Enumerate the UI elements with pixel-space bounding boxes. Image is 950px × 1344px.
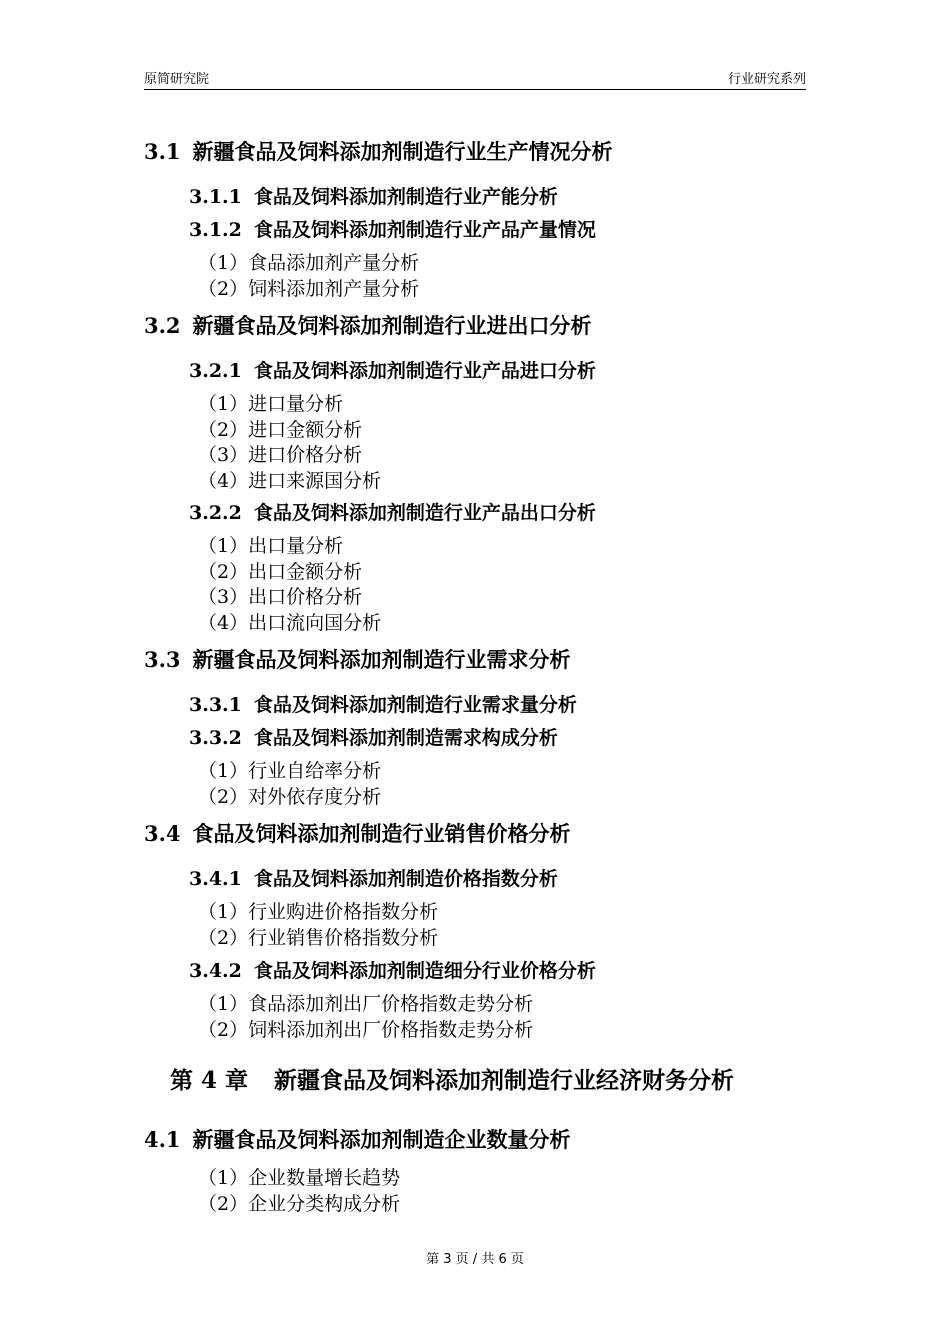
toc-subsection-3-4-2 xyxy=(189,956,596,983)
toc-section-3-2 xyxy=(144,310,592,340)
toc-text: 食品及饲料添加剂制造行业产品出口分析 xyxy=(253,502,596,524)
toc-text: 食品及饲料添加剂制造行业产品进口分析 xyxy=(253,360,596,382)
toc-number: 3.4 xyxy=(144,821,181,846)
toc-number: 3.3.1 xyxy=(189,694,242,716)
toc-number: 3.1.1 xyxy=(189,186,242,208)
header-divider xyxy=(144,89,806,90)
toc-text: 新疆食品及饲料添加剂制造行业需求分析 xyxy=(192,647,571,672)
toc-item: （1）行业购进价格指数分析 xyxy=(198,901,439,923)
toc-text: 新疆食品及饲料添加剂制造行业经济财务分析 xyxy=(274,1067,735,1094)
toc-item: （1）企业数量增长趋势 xyxy=(198,1167,401,1189)
toc-item: （2）饲料添加剂出厂价格指数走势分析 xyxy=(198,1019,534,1041)
toc-item: （2）企业分类构成分析 xyxy=(198,1193,401,1215)
toc-subsection-3-1-1 xyxy=(189,182,558,209)
toc-item: （1）食品添加剂产量分析 xyxy=(198,252,420,274)
toc-section-3-1 xyxy=(144,136,613,166)
toc-item: （1）行业自给率分析 xyxy=(198,760,382,782)
toc-number: 3.3.2 xyxy=(189,727,242,749)
toc-number: 3.2 xyxy=(144,313,181,338)
toc-item: （1）进口量分析 xyxy=(198,393,344,415)
toc-item: （2）对外依存度分析 xyxy=(198,786,382,808)
toc-text: 食品及饲料添加剂制造需求构成分析 xyxy=(253,727,558,749)
toc-text: 食品及饲料添加剂制造行业产品产量情况 xyxy=(253,219,596,241)
toc-number: 第 4 章 xyxy=(170,1067,249,1094)
toc-number: 3.4.2 xyxy=(189,960,242,982)
toc-number: 3.2.2 xyxy=(189,502,242,524)
toc-number: 3.3 xyxy=(144,647,181,672)
toc-section-3-4 xyxy=(144,818,571,848)
toc-item: （1）食品添加剂出厂价格指数走势分析 xyxy=(198,993,534,1015)
toc-item: （2）饲料添加剂产量分析 xyxy=(198,278,420,300)
toc-text: 新疆食品及饲料添加剂制造企业数量分析 xyxy=(192,1127,571,1152)
toc-item: （1）出口量分析 xyxy=(198,535,344,557)
toc-item: （4）进口来源国分析 xyxy=(198,470,382,492)
toc-text: 新疆食品及饲料添加剂制造行业生产情况分析 xyxy=(192,139,613,164)
page-number: 第 3 页 / 共 6 页 xyxy=(426,1252,524,1267)
toc-subsection-3-4-1 xyxy=(189,864,558,891)
toc-text: 食品及饲料添加剂制造价格指数分析 xyxy=(253,868,558,890)
toc-number: 3.1 xyxy=(144,139,181,164)
toc-item: （2）进口金额分析 xyxy=(198,419,363,441)
toc-subsection-3-3-1 xyxy=(189,690,577,717)
toc-number: 3.4.1 xyxy=(189,868,242,890)
toc-text: 新疆食品及饲料添加剂制造行业进出口分析 xyxy=(192,313,592,338)
toc-subsection-3-2-1 xyxy=(189,356,596,383)
toc-item: （2）出口金额分析 xyxy=(198,561,363,583)
toc-number: 3.1.2 xyxy=(189,219,242,241)
toc-item: （3）进口价格分析 xyxy=(198,444,363,466)
toc-chapter-4 xyxy=(170,1062,734,1095)
toc-subsection-3-1-2 xyxy=(189,215,596,242)
toc-text: 食品及饲料添加剂制造行业需求量分析 xyxy=(253,694,577,716)
header-left-title: 原简研究院 xyxy=(144,72,210,87)
toc-text: 食品及饲料添加剂制造行业销售价格分析 xyxy=(192,821,571,846)
toc-text: 食品及饲料添加剂制造行业产能分析 xyxy=(253,186,558,208)
toc-subsection-3-3-2 xyxy=(189,723,558,750)
toc-section-3-3 xyxy=(144,644,571,674)
toc-item: （2）行业销售价格指数分析 xyxy=(198,927,439,949)
toc-subsection-3-2-2 xyxy=(189,498,596,525)
toc-section-4-1 xyxy=(144,1124,571,1154)
toc-text: 食品及饲料添加剂制造细分行业价格分析 xyxy=(253,960,596,982)
header-right-title: 行业研究系列 xyxy=(727,72,806,87)
toc-item: （4）出口流向国分析 xyxy=(198,612,382,634)
toc-item: （3）出口价格分析 xyxy=(198,586,363,608)
toc-number: 4.1 xyxy=(144,1127,181,1152)
toc-number: 3.2.1 xyxy=(189,360,242,382)
